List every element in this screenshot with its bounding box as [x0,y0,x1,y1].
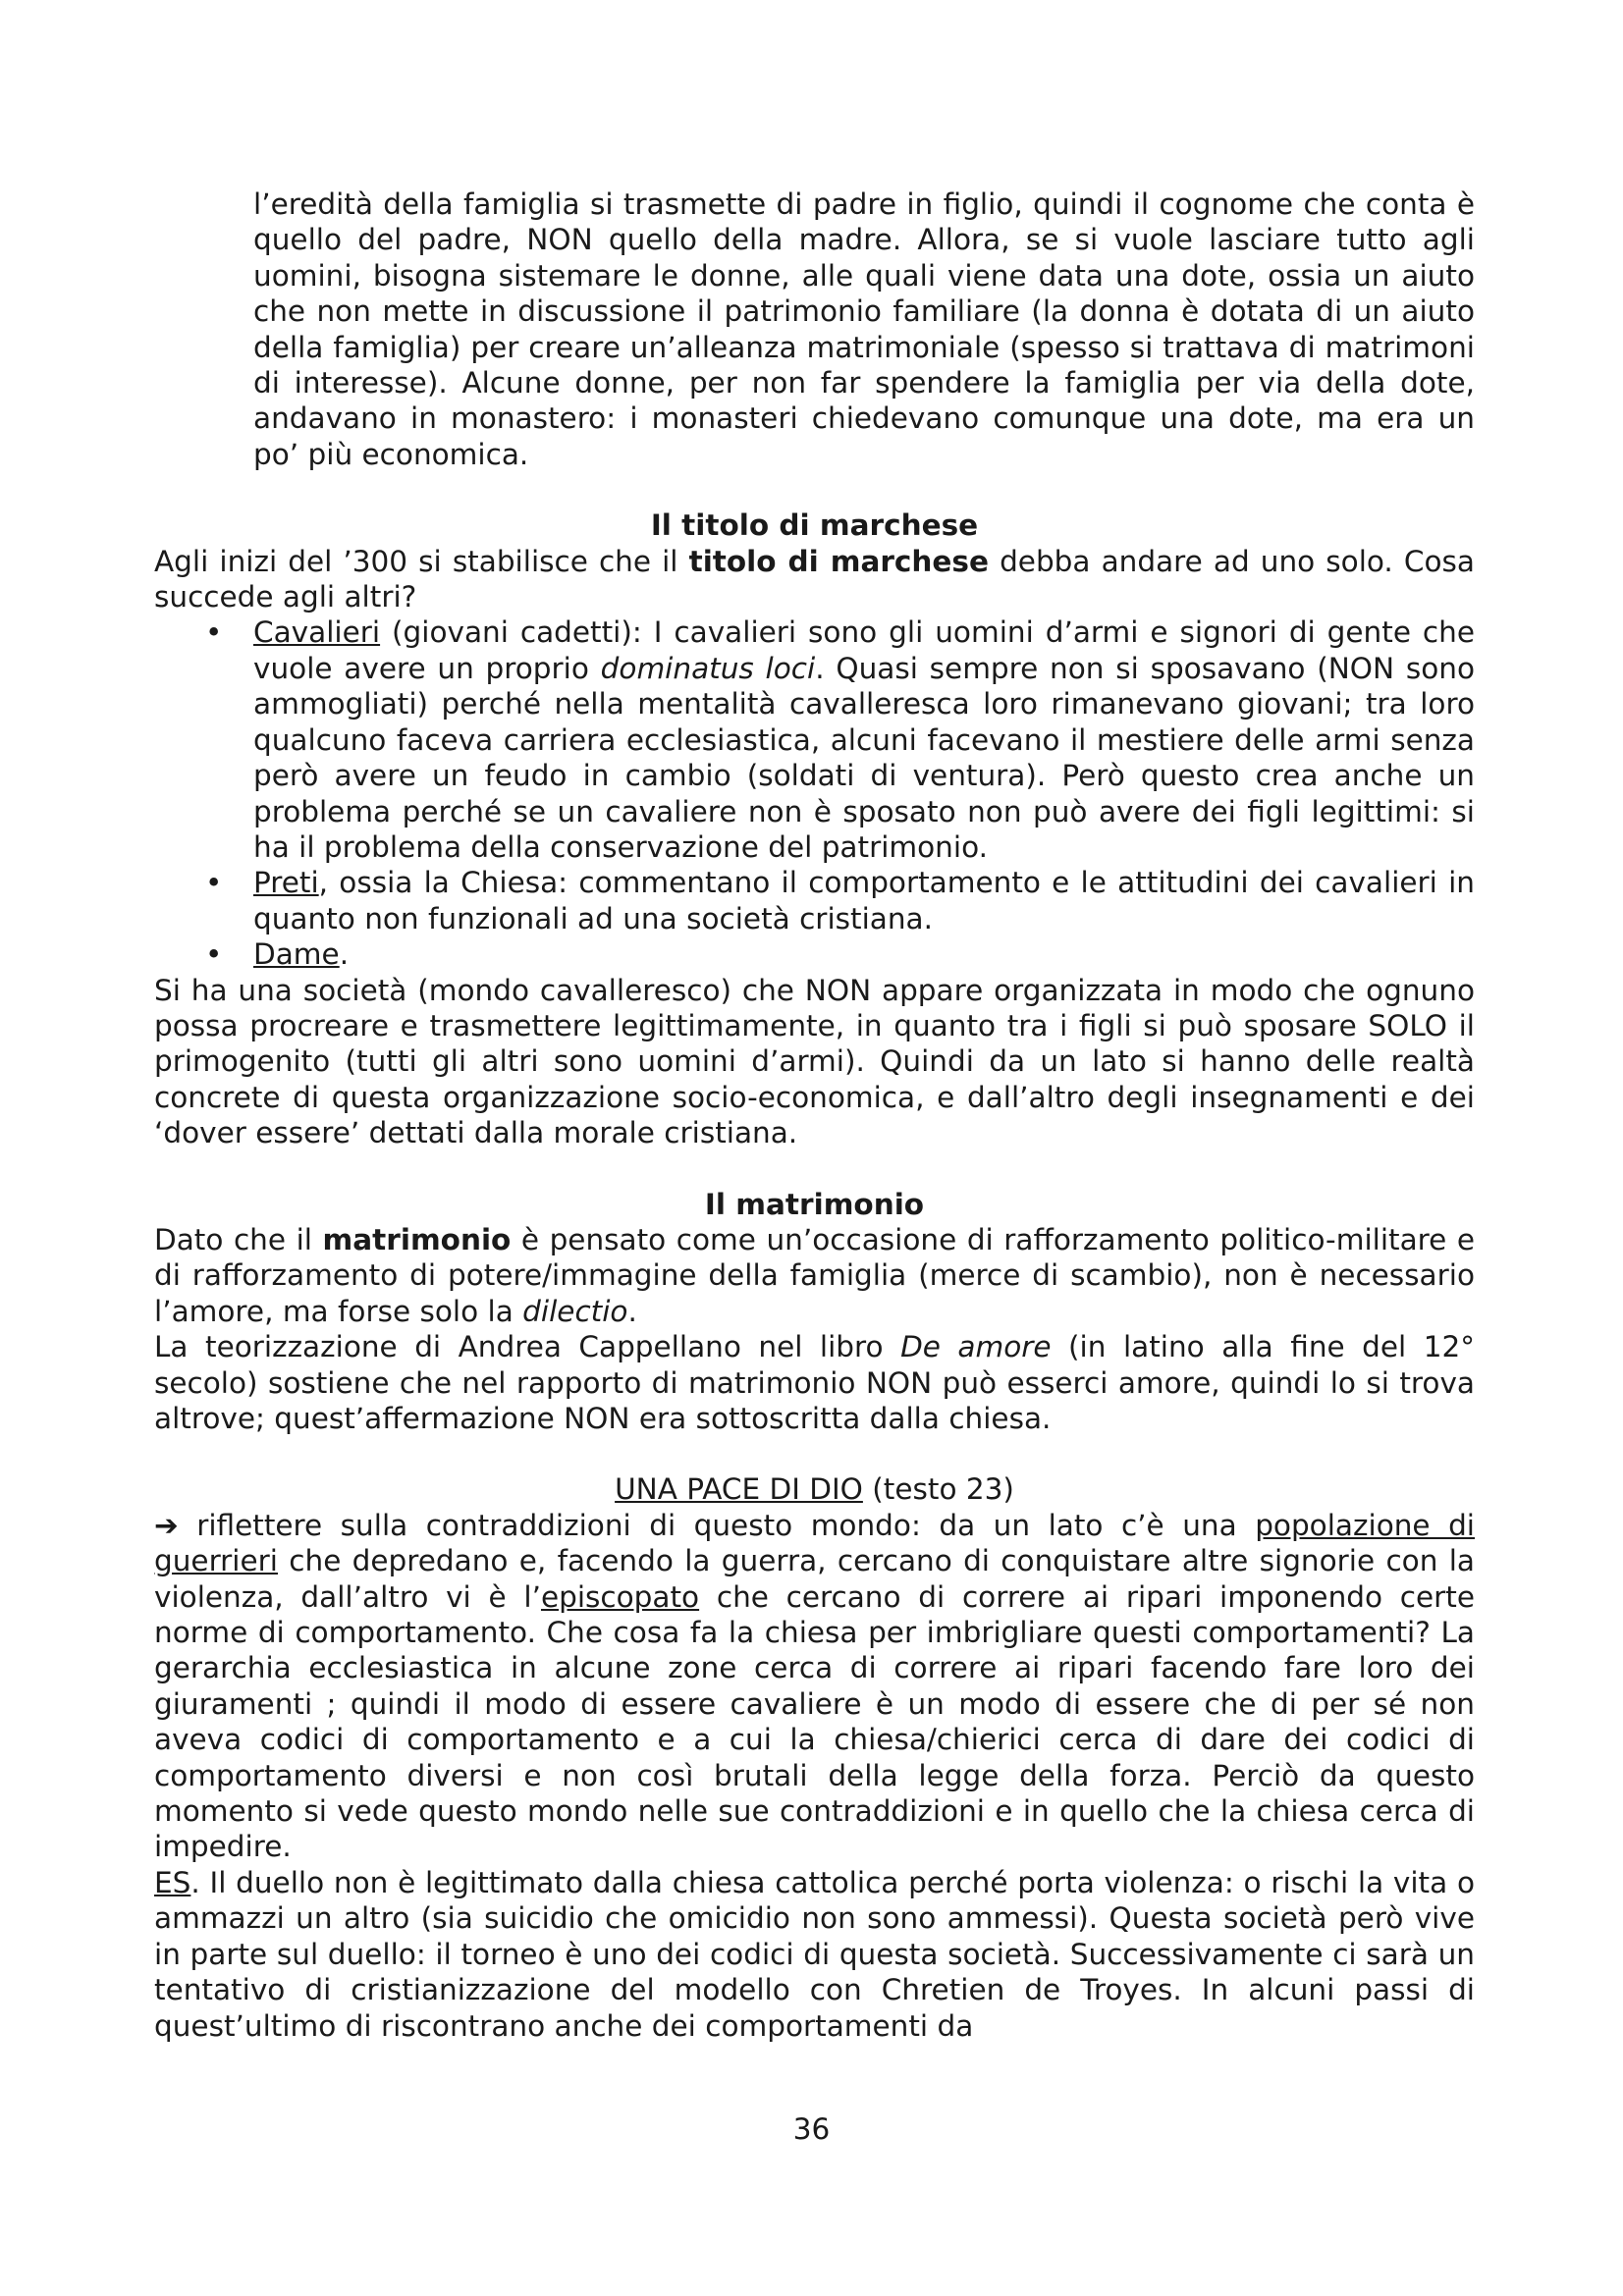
heading-pace-di-dio: UNA PACE DI DIO (testo 23) [615,1472,1014,1507]
spacer [154,472,1475,507]
matrimonio-paragraph-2: La teorizzazione di Andrea Cappellano nel libro De amore (in latino alla fine del 12° secolo) sostiene che nel rapporto di matrimonio NON può esserci amore, quindi lo si trova altrove; quest’affermazione NON era sottoscritta dalla chiesa. [154,1330,1476,1435]
italic-term: dominatus loci [600,651,816,685]
bold-term: matrimonio [322,1222,512,1256]
list-item-dame: • Dame. [205,937,350,972]
heading-titolo-marchese: Il titolo di marchese [650,508,979,543]
italic-term: De amore [900,1330,1052,1364]
heading-matrimonio: Il matrimonio [704,1187,925,1221]
list-item-cavalieri: • Cavalieri (giovani cadetti): I cavalieri sono gli uomini d’armi e signori di gente che vuole avere un proprio dominatus loci. Quasi sempre non si sposavano (NON sono ammogliati) perché nella mentalità cavalleresca loro rimanevano giovani; tra loro qualcuno faceva carriera ecclesiastica, alcuni facevano il mestiere delle armi senza però avere un feudo in cambio (soldati di ventura). Però questo crea anche un problema perché se un cavaliere non è sposato non può avere dei figli legittimi: si ha il problema della conservazione del patrimonio. [205,615,1476,864]
arrow-icon: ➔ [154,1508,179,1542]
underlined-term: popolazione di guerrieri [154,1508,1476,1578]
bullet-icon: • [205,937,223,972]
spacer [154,1151,1475,1187]
pace-paragraph-1: ➔ riflettere sulla contraddizioni di questo mondo: da un lato c’è una popolazione di guerrieri che depredano e, facendo la guerra, cercano di conquistare altre signorie con la violenza, dall’altro vi è l’episcopato che cercano di correre ai ripari imponendo certe norme di comportamento. Che cosa fa la chiesa per imbrigliare questi comportamenti? La gerarchia ecclesiastica in alcune zone cerca di correre ai ripari facendo fare loro dei giuramenti ; quindi il modo di essere cavaliere è un modo di essere che di per sé non aveva codici di comportamento e a cui la chiesa/chierici cerca di dare dei codici di comportamento diversi e non così brutali della legge della forza. Perciò da questo momento si vede questo mondo nelle sue contraddizioni e in quello che la chiesa cerca di impedire. [154,1508,1476,1864]
list-item-preti: • Preti, ossia la Chiesa: commentano il comportamento e le attitudini dei cavalieri in quanto non funzionali ad una società cristiana. [205,866,1475,935]
bold-term: titolo di marchese [688,544,989,578]
bullet-icon: • [205,615,223,650]
page-number: 36 [792,2112,831,2146]
marchese-paragraph-2: Si ha una società (mondo cavalleresco) che NON appare organizzata in modo che ognuno possa procreare e trasmettere legittimamente, in quanto tra i figli si può sposare SOLO il primogenito (tutti gli altri sono uomini d’armi). Quindi da un lato si hanno delle realtà concrete di questa organizzazione socio-economica, e dall’altro degli insegnamenti e dei ‘dover essere’ dettati dalla morale cristiana. [154,973,1475,1150]
italic-term: dilectio [522,1294,628,1328]
spacer [154,1436,1475,1471]
pace-paragraph-2: ES. Il duello non è legittimato dalla chiesa cattolica perché porta violenza: o rischi la vita o ammazzi un altro (sia suicidio che omicidio non sono ammessi). Questa società però vive in parte sul duello: il torneo è uno dei codici di questa società. Successivamente ci sarà un tentativo di cristianizzazione del modello con Chretien de Troyes. In alcuni passi di quest’ultimo di riscontrano anche dei comportamenti da [154,1865,1475,2043]
page-body [154,187,1475,2044]
underlined-heading: UNA PACE DI DIO [615,1472,863,1507]
underlined-term: Cavalieri [253,615,381,650]
matrimonio-paragraph-1: Dato che il matrimonio è pensato come un’occasione di rafforzamento politico-militare e di rafforzamento di potere/immagine della famiglia (merce di scambio), non è necessario l’amore, ma forse solo la dilectio. [154,1222,1476,1328]
underlined-term: Dame [253,937,340,972]
marchese-paragraph-1: Agli inizi del ’300 si stabilisce che il titolo di marchese debba andare ad uno solo. Cosa succede agli altri? [154,544,1475,614]
bullet-list [154,614,1475,972]
bullet-icon: • [205,866,223,900]
intro-paragraph: l’eredità della famiglia si trasmette di padre in figlio, quindi il cognome che conta è quello del padre, NON quello della madre. Allora, se si vuole lasciare tutto agli uomini, bisogna sistemare le donne, alle quali viene data una dote, ossia un aiuto che non mette in discussione il patrimonio familiare (la donna è dotata di un aiuto della famiglia) per creare un’alleanza matrimoniale (spesso si trattava di matrimoni di interesse). Alcune donne, per non far spendere la famiglia per via della dote, andavano in monastero: i monasteri chiedevano comunque una dote, ma era un po’ più economica. [253,187,1475,471]
underlined-term: ES [154,1865,191,1899]
underlined-term: episcopato [540,1579,700,1614]
underlined-term: Preti [253,866,319,900]
